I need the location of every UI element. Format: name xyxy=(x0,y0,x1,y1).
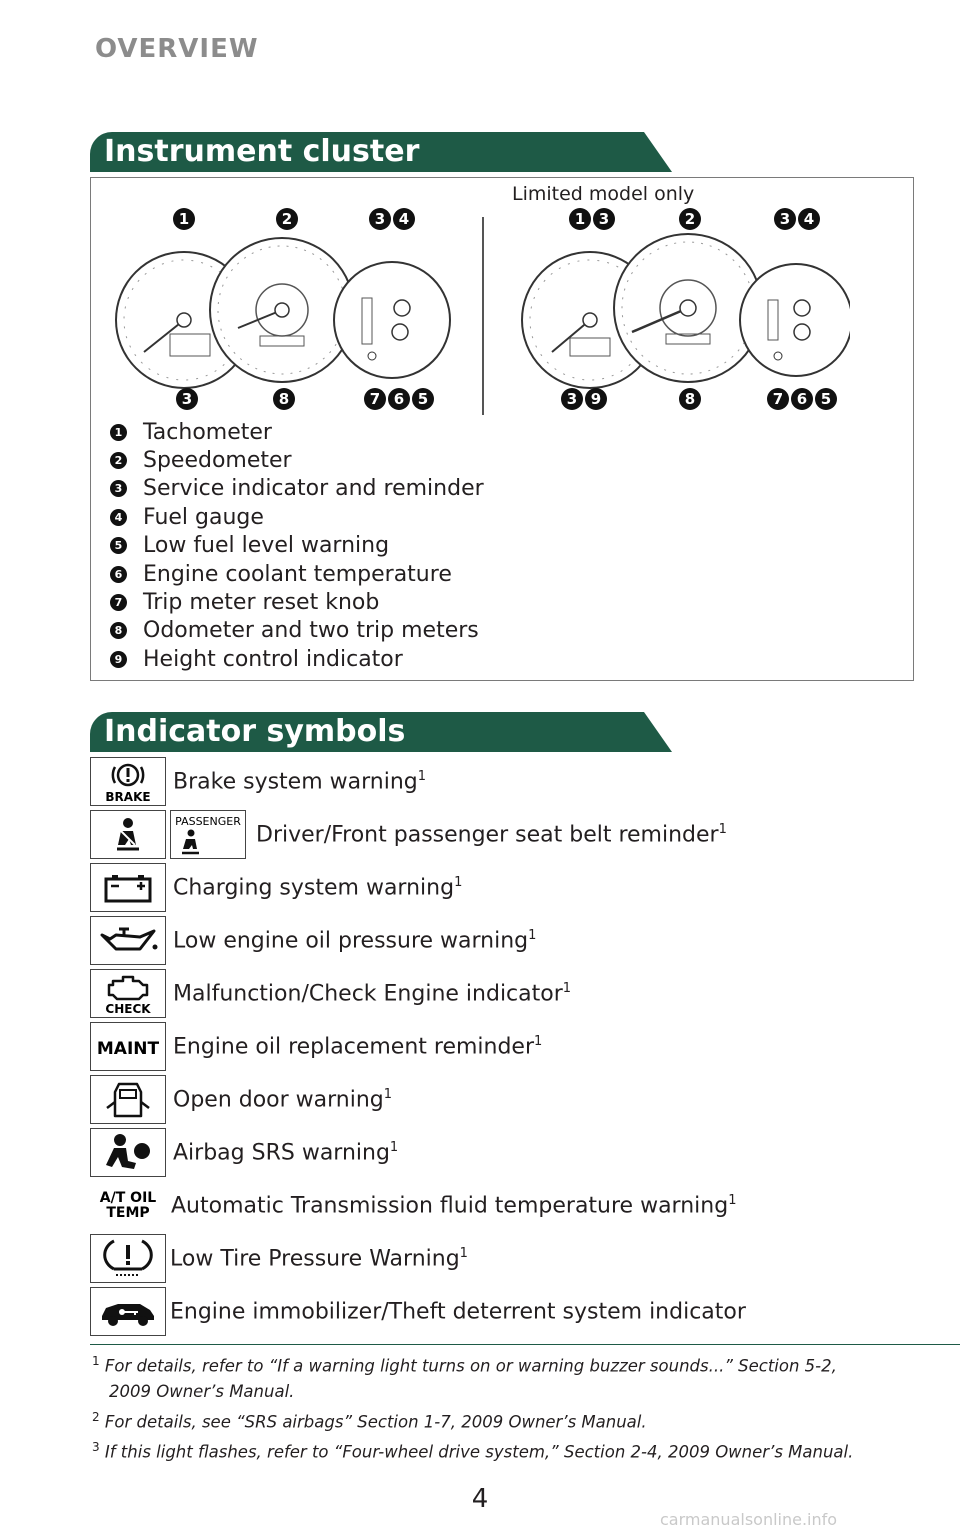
legend-number: 8 xyxy=(110,622,127,639)
brake-warning-icon xyxy=(90,757,166,806)
svg-text:MAINT: MAINT xyxy=(96,1039,160,1059)
callout-left-bottom-3: 3 xyxy=(176,388,198,410)
svg-text:BRAKE: BRAKE xyxy=(105,790,151,804)
legend-item xyxy=(110,588,484,616)
instrument-cluster-heading: Instrument cluster xyxy=(90,132,644,172)
indicator-label: Malfunction/Check Engine indicator$^1$ xyxy=(173,981,572,1007)
callout-right-bottom-5: 5 xyxy=(815,388,837,410)
indicator-label: Low engine oil pressure warning$^1$ xyxy=(173,928,537,954)
legend-item xyxy=(110,475,484,503)
immobilizer-icon xyxy=(90,1287,166,1336)
legend-number: 1 xyxy=(110,424,127,441)
legend-label: Low fuel level warning xyxy=(143,533,390,559)
indicator-label: Charging system warning$^1$ xyxy=(173,875,463,901)
cluster-divider xyxy=(482,217,484,415)
svg-text:CHECK: CHECK xyxy=(105,1002,151,1016)
legend-label: Speedometer xyxy=(143,448,292,474)
indicator-label: Airbag SRS warning$^1$ xyxy=(173,1140,399,1166)
legend-item xyxy=(110,418,484,446)
legend-label: Engine coolant temperature xyxy=(143,561,452,587)
page-number: 4 xyxy=(471,1484,489,1514)
limited-cluster-illustration xyxy=(520,228,850,396)
legend-item xyxy=(110,446,484,474)
legend-number: 6 xyxy=(110,566,127,583)
passenger-seat-belt-icon xyxy=(170,810,246,859)
indicator-label: Brake system warning$^1$ xyxy=(173,769,427,795)
legend-label: Fuel gauge xyxy=(143,504,264,530)
footnote-3: $^3$ If this light flashes, refer to “Four-wheel drive system,” Section 2-4, 2009 Owner’s Manual. xyxy=(92,1439,854,1461)
legend-item xyxy=(110,532,484,560)
legend-item xyxy=(110,560,484,588)
legend-number: 3 xyxy=(110,480,127,497)
indicator-label: Engine immobilizer/Theft deterrent system indicator xyxy=(170,1299,746,1325)
footnote-2: $^2$ For details, see “SRS airbags” Section 1-7, 2009 Owner’s Manual. xyxy=(92,1409,647,1431)
callout-right-top-4: 4 xyxy=(798,208,820,230)
callout-right-bottom-6: 6 xyxy=(791,388,813,410)
legend-number: 2 xyxy=(110,452,127,469)
watermark: carmanualsonline.info xyxy=(660,1510,838,1529)
legend-label: Service indicator and reminder xyxy=(143,476,484,502)
maint-icon xyxy=(90,1022,166,1071)
svg-text:PASSENGER: PASSENGER xyxy=(175,815,241,828)
indicator-label: Low Tire Pressure Warning$^1$ xyxy=(170,1246,468,1272)
callout-left-bottom-7: 7 xyxy=(364,388,386,410)
footnote-1: $^1$ For details, refer to “If a warning light turns on or warning buzzer sounds...” Section 5-2, xyxy=(92,1354,837,1376)
gauge-dial xyxy=(334,262,450,378)
callout-left-top-3: 3 xyxy=(369,208,391,230)
legend-number: 7 xyxy=(110,594,127,611)
airbag-icon xyxy=(90,1128,166,1177)
legend-label: Tachometer xyxy=(143,419,272,445)
tire-pressure-icon xyxy=(90,1234,166,1283)
legend-label: Height control indicator xyxy=(143,646,403,672)
callout-right-top-3b: 3 xyxy=(774,208,796,230)
footnote-1-continued: 2009 Owner’s Manual. xyxy=(109,1382,295,1401)
check-engine-icon xyxy=(90,969,166,1018)
indicator-symbols-heading: Indicator symbols xyxy=(90,712,644,752)
callout-left-top-1: 1 xyxy=(173,208,195,230)
limited-model-note: Limited model only xyxy=(512,183,695,205)
legend-number: 4 xyxy=(110,509,127,526)
callout-right-bottom-7: 7 xyxy=(767,388,789,410)
callout-right-top-3: 3 xyxy=(593,208,615,230)
callout-left-bottom-5: 5 xyxy=(412,388,434,410)
legend-label: Odometer and two trip meters xyxy=(143,618,479,644)
legend-number: 9 xyxy=(110,651,127,668)
legend-item xyxy=(110,503,484,531)
seat-belt-icon xyxy=(90,810,166,859)
indicator-label: Open door warning$^1$ xyxy=(173,1087,393,1113)
callout-right-top-1: 1 xyxy=(569,208,591,230)
cluster-legend xyxy=(110,418,484,674)
callout-left-top-4: 4 xyxy=(393,208,415,230)
callout-right-bottom-9: 9 xyxy=(585,388,607,410)
footnote-rule xyxy=(90,1344,960,1345)
legend-label: Trip meter reset knob xyxy=(143,590,380,616)
footnotes xyxy=(92,1349,932,1465)
open-door-icon xyxy=(90,1075,166,1124)
indicator-label: Driver/Front passenger seat belt reminder$^1$ xyxy=(256,822,727,848)
legend-item xyxy=(110,645,484,673)
callout-left-bottom-6: 6 xyxy=(388,388,410,410)
callout-right-bottom-8: 8 xyxy=(679,388,701,410)
legend-number: 5 xyxy=(110,537,127,554)
indicator-label: Automatic Transmission fluid temperature warning$^1$ xyxy=(171,1193,737,1219)
page-heading: OVERVIEW xyxy=(95,34,259,64)
callout-right-top-2: 2 xyxy=(679,208,701,230)
callout-left-top-2: 2 xyxy=(276,208,298,230)
oil-can-icon xyxy=(90,916,166,965)
callout-right-bottom-3: 3 xyxy=(561,388,583,410)
indicator-label: Engine oil replacement reminder$^1$ xyxy=(173,1034,543,1060)
svg-text:TEMP: TEMP xyxy=(106,1205,150,1221)
at-oil-temp-icon xyxy=(90,1181,166,1230)
svg-text:A/T OIL: A/T OIL xyxy=(99,1190,157,1206)
callout-left-bottom-8: 8 xyxy=(273,388,295,410)
battery-icon xyxy=(90,863,166,912)
legend-item xyxy=(110,617,484,645)
standard-cluster-illustration xyxy=(112,228,460,396)
